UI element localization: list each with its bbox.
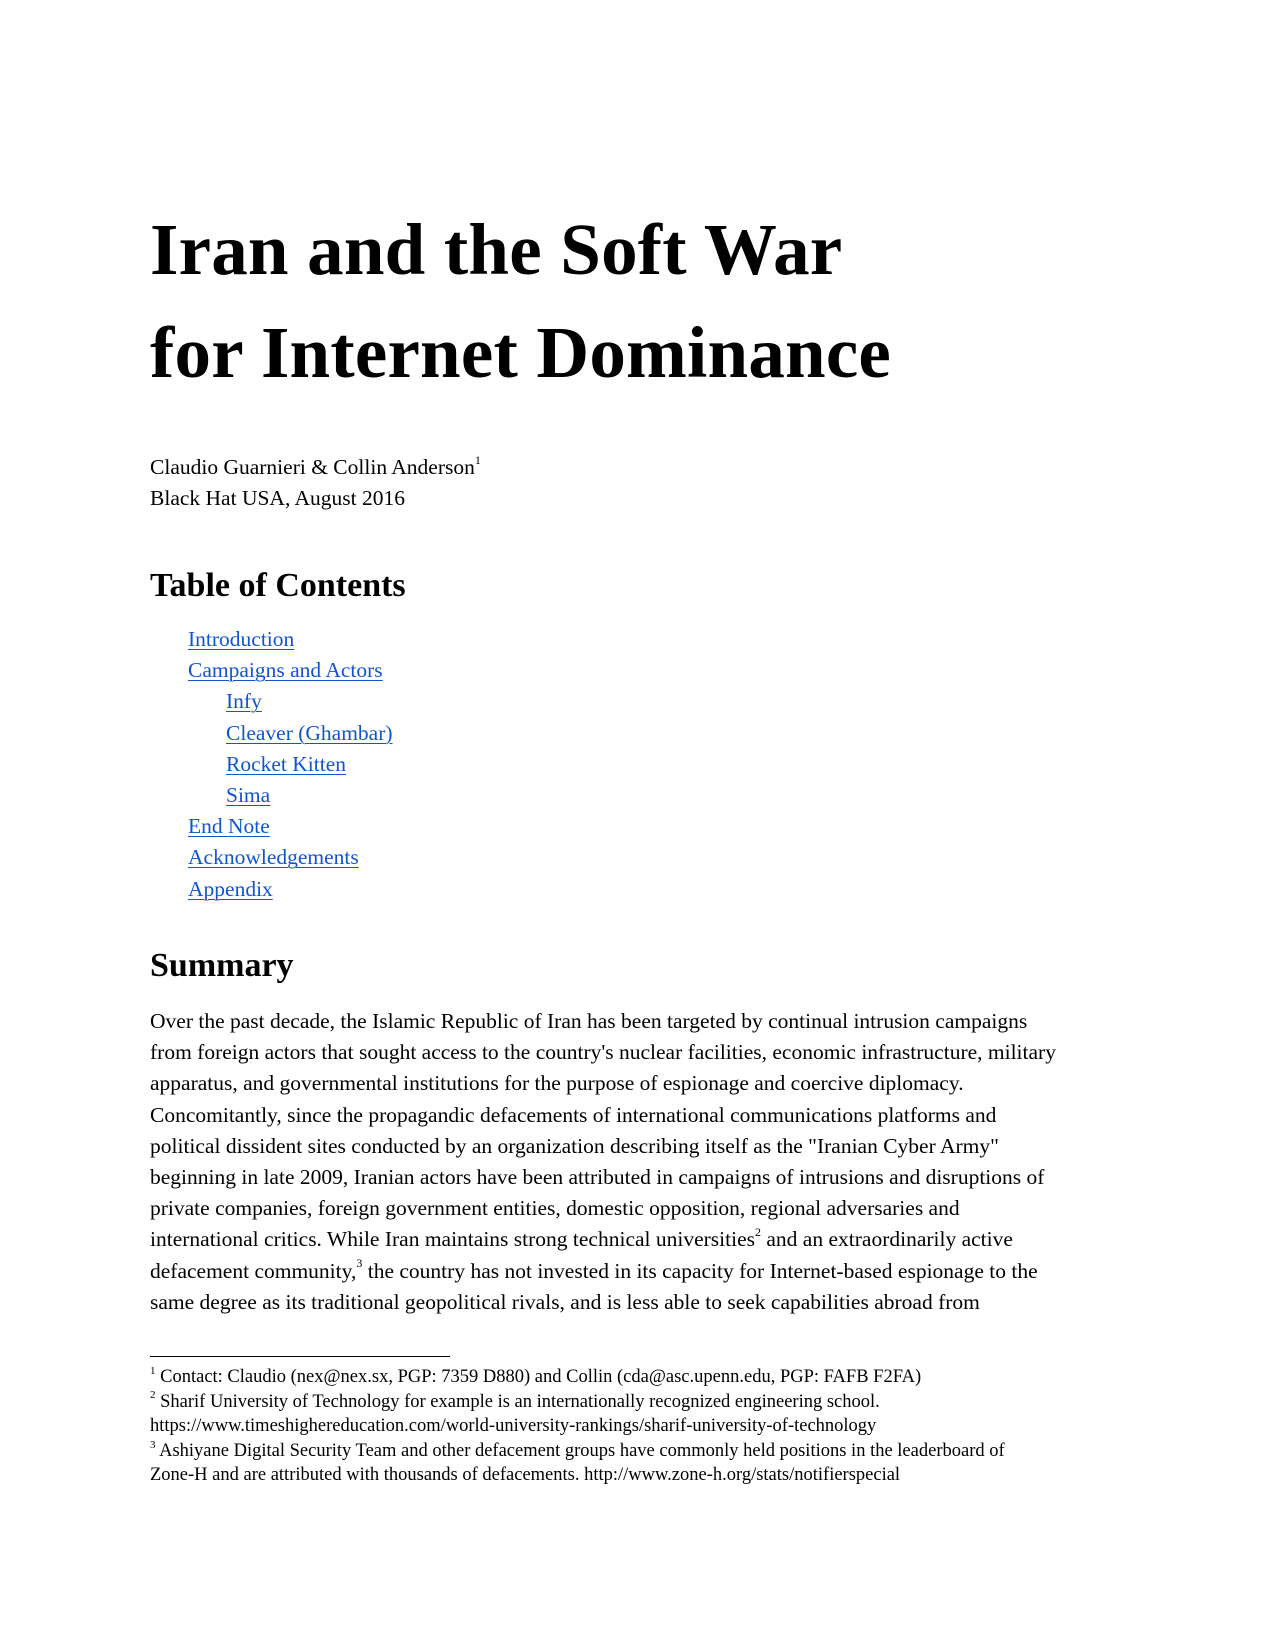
summary-line-2: from foreign actors that sought access to the country's nuclear facilities, economic infrastructure, military (150, 1040, 1056, 1065)
summary-line-9 (150, 1256, 1130, 1287)
summary-paragraph (150, 1006, 1130, 1318)
toc-item-introduction (150, 624, 393, 655)
footnote-2 (150, 1390, 1130, 1415)
author-names-text: Claudio Guarnieri & Collin Anderson (150, 455, 475, 479)
footnote-1 (150, 1365, 1130, 1390)
summary-line-8 (150, 1224, 1130, 1255)
footnote-2-url[interactable]: https://www.timeshighereducation.com/world-university-rankings/sharif-university-of-technology (150, 1416, 877, 1437)
toc-link-cleaver[interactable]: Cleaver (Ghambar) (226, 720, 393, 745)
footnote-3-marker: 3 (150, 1438, 156, 1451)
title-line-2: for Internet Dominance (150, 312, 892, 393)
summary-line-4: Concomitantly, since the propagandic defacements of international communications platforms and (150, 1102, 997, 1127)
toc-item-cleaver (150, 718, 393, 749)
toc-link-acknowledgements[interactable]: Acknowledgements (188, 845, 359, 870)
toc-link-end-note[interactable]: End Note (188, 814, 270, 839)
summary-line-1: Over the past decade, the Islamic Republic of Iran has been targeted by continual intrusion campaigns (150, 1009, 1028, 1033)
table-of-contents (150, 624, 393, 905)
footnote-3-cont: Zone-H and are attributed with thousands of defacements. http://www.zone-h.org/stats/notifierspecial (150, 1465, 901, 1486)
footnote-ref-1[interactable]: 1 (474, 452, 481, 467)
footnote-2-text: Sharif University of Technology for example is an internationally recognized engineering school. (160, 1391, 880, 1412)
summary-line-9-before: defacement community, (150, 1258, 357, 1283)
summary-line-8-after: and an extraordinarily active (761, 1227, 1013, 1252)
summary-line-10: same degree as its traditional geopolitical rivals, and is less able to seek capabilities abroad from (150, 1289, 980, 1314)
footnote-ref-3[interactable]: 3 (356, 1256, 363, 1271)
footnote-1-marker: 1 (150, 1364, 156, 1377)
summary-line-6: beginning in late 2009, Iranian actors have been attributed in campaigns of intrusions and disruptions of (150, 1165, 1045, 1190)
toc-item-end-note (150, 811, 393, 842)
toc-item-campaigns-and-actors (150, 655, 393, 686)
author-names (150, 452, 481, 483)
footnote-2-marker: 2 (150, 1389, 156, 1402)
summary-heading: Summary (150, 947, 294, 984)
author-block (150, 452, 481, 514)
summary-line-8-before: international critics. While Iran maintains strong technical universities (150, 1227, 756, 1252)
toc-item-sima (150, 780, 393, 811)
toc-link-introduction[interactable]: Introduction (188, 627, 295, 651)
venue: Black Hat USA, August 2016 (150, 486, 406, 510)
toc-item-rocket-kitten (150, 749, 393, 780)
toc-link-sima[interactable]: Sima (226, 783, 271, 808)
toc-link-infy[interactable]: Infy (226, 689, 262, 714)
footnote-ref-2[interactable]: 2 (755, 1225, 762, 1240)
toc-item-acknowledgements (150, 842, 393, 873)
footnotes (150, 1365, 1130, 1488)
footnote-3 (150, 1439, 1130, 1464)
toc-item-appendix (150, 874, 393, 905)
toc-link-campaigns-and-actors[interactable]: Campaigns and Actors (188, 658, 383, 683)
summary-line-3: apparatus, and governmental institutions for the purpose of espionage and coercive diplomacy. (150, 1071, 964, 1096)
toc-item-infy (150, 686, 393, 717)
footnote-divider (150, 1356, 450, 1357)
footnote-3-text: Ashiyane Digital Security Team and other defacement groups have commonly held positions in the leaderboard of (159, 1440, 1005, 1461)
footnote-1-text: Contact: Claudio (nex@nex.sx, PGP: 7359 D880) and Collin (cda@asc.upenn.edu, PGP: FAFB F2FA) (160, 1367, 922, 1387)
document-page (150, 0, 1130, 1650)
toc-heading: Table of Contents (150, 567, 406, 604)
document-title (150, 198, 891, 404)
toc-link-appendix[interactable]: Appendix (188, 876, 273, 901)
summary-line-5: political dissident sites conducted by an organization describing itself as the "Iranian Cyber Army" (150, 1133, 999, 1158)
summary-line-7: private companies, foreign government entities, domestic opposition, regional adversaries and (150, 1196, 960, 1221)
summary-line-9-after: the country has not invested in its capacity for Internet-based espionage to the (362, 1258, 1038, 1283)
toc-link-rocket-kitten[interactable]: Rocket Kitten (226, 751, 347, 776)
title-line-1: Iran and the Soft War (150, 209, 843, 290)
